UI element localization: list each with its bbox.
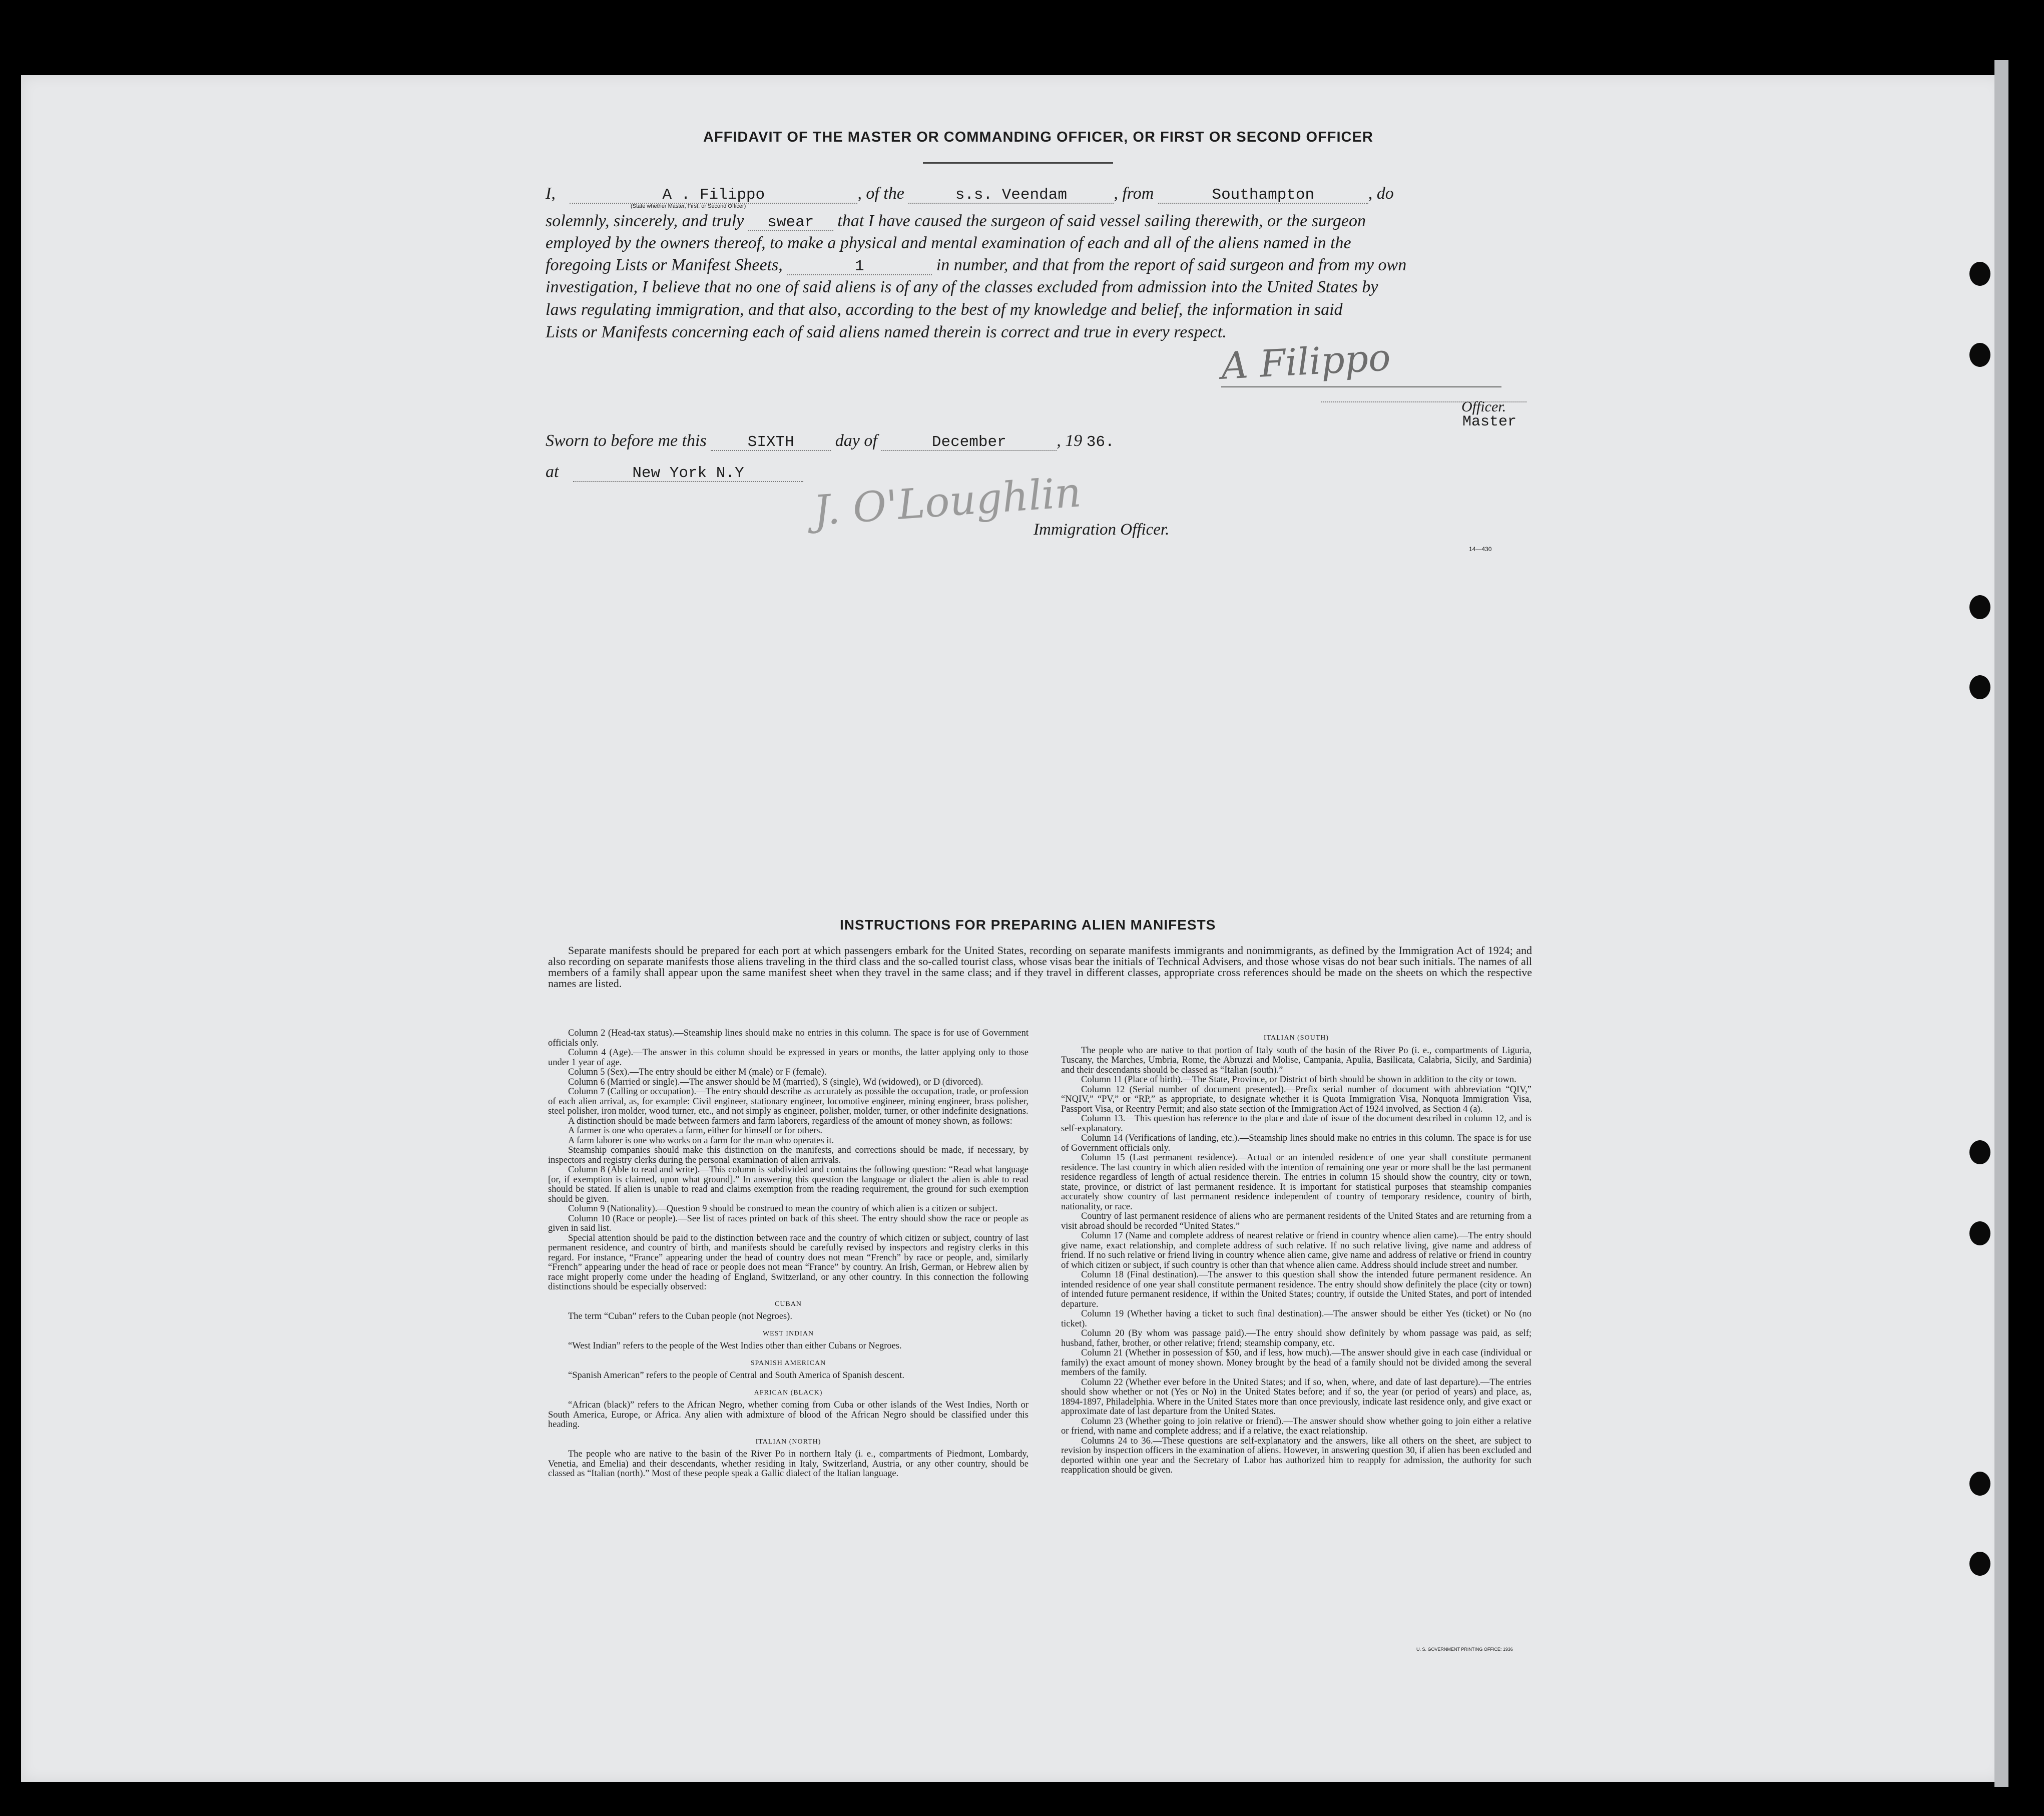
- sworn-line: Sworn to before me this SIXTH day of December , 19 36.: [546, 431, 1115, 451]
- place-line: at New York N.Y: [546, 461, 803, 483]
- immigration-officer-label: Immigration Officer.: [1034, 521, 1170, 539]
- binder-hole: [1969, 1140, 1990, 1164]
- name-note: (State whether Master, First, or Second Officer): [631, 203, 746, 209]
- signature-rule: [1221, 386, 1501, 387]
- heading-spanish-american: SPANISH AMERICAN: [750, 1359, 826, 1367]
- heading-italian-north: ITALIAN (NORTH): [755, 1438, 821, 1446]
- affidavit-line-4: foregoing Lists or Manifest Sheets, 1 in number, and that from the report of said surgeon and from my own: [546, 256, 1407, 275]
- binder-hole: [1969, 1221, 1990, 1245]
- binder-hole: [1969, 1472, 1990, 1496]
- instructions-title: INSTRUCTIONS FOR PREPARING ALIEN MANIFESTS: [840, 917, 1216, 933]
- month-field: December: [881, 435, 1057, 451]
- oath-field: swear: [748, 215, 833, 231]
- affidavit-line-1: I, A . Filippo , of the s.s. Veendam , from Southampton , do: [546, 184, 1394, 204]
- affidavit-line-6: laws regulating immigration, and that also, according to the best of my knowledge and belief, the information in said: [546, 300, 1343, 319]
- year-field: 36.: [1086, 433, 1115, 451]
- instructions-right-column: ITALIAN (SOUTH) The people who are native to that portion of Italy south of the basin of the River Po (i. e., compartments of Liguria, Tuscany, the Marches, Umbria, Rome, the Abruzzi and Molise, Campania, Apulia, Basilicata, Calabria, Sicily, and Sardinia) and their descendants should be classed as “Italian (south).” Column 11 (Place of birth).—The State, Province, or District of birth should be shown in addition to the city or town. Column 12 (Serial number of document presented).—Prefix serial number of document with abbreviation “QIV,” “NQIV,” “PV,” or “RP,” as appropriate, to designate whether it is Quota Immigration Visa, Nonquota Immigration Visa, Passport Visa, or Reentry Permit; and also state section of the Immigration Act of 1924 involved, as Section 4 (a). Column 13.—This question has reference to the place and date of issue of the document described in column 12, and is self-explanatory. Column 14 (Verifications of landing, etc.).—Steamship lines should make no entries in this column. The space is for use of Government officials only. Column 15 (Last permanent residence).—Actual or an intended residence of one year shall constitute permanent residence. The last country in which alien resided with the intention of remaining one year or more shall be the last permanent residence regardless of length of actual residence therein. The entries in column 15 should show the country, city or town, state, province, or district of last permanent residence. It is important for statistical purposes that steamship companies accurately show country of last permanent residence independent of country of temporary residence, country of birth, nationality, or race. Country of last permanent residence of aliens who are permanent residents of the United States and are returning from a visit abroad should be recorded “United States.” Column 17 (Name and complete address of nearest relative or friend in country whence alien came).—The entry should give name, exact relationship, and complete address of such relative. If no such relative living, give name and address of friend. If no such relative or friend living in country whence alien came, give name and address of relative or friend in country of which citizen or subject, if such country is other than that whence alien came. Address should include street and number. Column 18 (Final destination).—The answer to this question shall show the intended future permanent residence. An intended residence of one year shall constitute permanent residence. The entry should show definitely the place (city or town) of intended future permanent residence, if within the United States; country, if outside the United States, and port of intended departure. Column 19 (Whether having a ticket to such final destination).—The answer should be either Yes (ticket) or No (no ticket). Column 20 (By whom was passage paid).—The entry should show definitely by whom passage was paid, as self; husband, father, brother, or other relative; friend; steamship company, etc. Column 21 (Whether in possession of $50, and if less, how much).—The answer should give in each case (individual or family) the exact amount of money shown. Money brought by the head of a family should not be divided among the several members of the family. Column 22 (Whether ever before in the United States; and if so, when, where, and date of last departure).—The entries should show whether or not (Yes or No) in the United States before; and if so, the year (or period of years) and place, as, 1894-1897, Philadelphia. Where in the United States more than once previously, indicate last residence only, and give exact or approximate date of last departure from the United States. Column 23 (Whether going to join relative or friend).—The answer should show whether going to join either a relative or friend, with name and complete address; and if a relative, the exact relationship. Columns 24 to 36.—These questions are self-explanatory and the answers, like all others on the sheet, are subject to revision by inspection officers in the examination of aliens. However, in answering question 30, if alien has been excluded and deported within one year and the Secretary of Labor has authorized him to reapply for admission, the authority for such reapplication should be given.: [1061, 1034, 1531, 1475]
- place-field: New York N.Y: [573, 466, 803, 482]
- affidavit-title: AFFIDAVIT OF THE MASTER OR COMMANDING OFFICER, OR FIRST OR SECOND OFFICER: [703, 129, 1373, 145]
- binder-hole: [1969, 595, 1990, 619]
- officer-name-field: A . Filippo: [570, 188, 857, 204]
- immigration-officer-signature: J. O'Loughlin: [812, 469, 1083, 535]
- affidavit-line-5: investigation, I believe that no one of said aliens is of any of the classes excluded from admission into the United States by: [546, 278, 1378, 296]
- binder-hole: [1969, 343, 1990, 367]
- instructions-left-column: Column 2 (Head-tax status).—Steamship lines should make no entries in this column. The space is for use of Government officials only. Column 4 (Age).—The answer in this column should be expressed in years or months, the latter applying only to those under 1 year of age. Column 5 (Sex).—The entry should be either M (male) or F (female). Column 6 (Married or single).—The answer should be M (married), S (single), Wd (widowed), or D (divorced). Column 7 (Calling or occupation).—The entry should describe as accurately as possible the occupation, trade, or profession of each alien arrival, as, for example: Civil engineer, stationary engineer, locomotive engineer, mining engineer, brass polisher, steel polisher, iron molder, wood turner, etc., and not simply as engineer, polisher, molder, turner, or other indefinite designations. A distinction should be made between farmers and farm laborers, regardless of the amount of money shown, as follows: A farmer is one who operates a farm, either for himself or for others. A farm laborer is one who works on a farm for the man who operates it. Steamship companies should make this distinction on the manifests, and corrections should be made, if necessary, by inspectors and registry clerks during the personal examination of alien arrivals. Column 8 (Able to read and write).—This column is subdivided and contains the following question: “Read what language [or, if exemption is claimed, upon what ground].” In answering this question the language or dialect the alien is able to read should be stated. If alien is unable to read and claims exemption from the reading requirement, the ground for such exemption should be given. Column 9 (Nationality).—Question 9 should be construed to mean the country of which alien is a citizen or subject. Column 10 (Race or people).—See list of races printed on back of this sheet. The entry should show the race or people as given in said list. Special attention should be paid to the distinction between race and the country of which citizen or subject, country of last permanent residence, and country of birth, and manifests should be carefully revised by inspectors and registry clerks in this regard. For instance, “France” appearing under the head of country does not mean “French” by race or people, and, similarly “French” appearing under the head of race or people does not mean “France” by country. An Irish, German, or Hebrew alien by race might properly come under the heading of England, Switzerland, or any other country. In this connection the following distinctions should be especially observed: CUBAN The term “Cuban” refers to the Cuban people (not Negroes). WEST INDIAN “West Indian” refers to the people of the West Indies other than either Cubans or Negroes. SPANISH AMERICAN “Spanish American” refers to the people of Central and South America of Spanish descent. AFRICAN (BLACK) “African (black)” refers to the African Negro, whether coming from Cuba or other islands of the West Indies, North or South America, Europe, or Africa. Any alien with admixture of blood of the African Negro should be classified under this heading. ITALIAN (NORTH) The people who are native to the basin of the River Po in northern Italy (i. e., compartments of Piedmont, Lombardy, Venetia, and Emelia) and their descendants, whether residing in Italy, Switzerland, Austria, or any other country, should be classed as “Italian (north).” Most of these people speak a Gallic dialect of the Italian language.: [548, 1028, 1029, 1479]
- binder-hole: [1969, 262, 1990, 286]
- affidavit-line-3: employed by the owners thereof, to make a physical and mental examination of each and all of the aliens named in the: [546, 234, 1351, 252]
- day-field: SIXTH: [711, 435, 831, 451]
- binder-hole: [1969, 675, 1990, 699]
- form-number: 14—430: [1469, 546, 1492, 553]
- master-signature: A Filippo: [1220, 336, 1392, 388]
- sheet-count-field: 1: [787, 259, 932, 275]
- vessel-field: s.s. Veendam: [908, 188, 1114, 204]
- heading-italian-south: ITALIAN (SOUTH): [1263, 1034, 1329, 1042]
- heading-west-indian: WEST INDIAN: [762, 1329, 814, 1337]
- instructions-intro: Separate manifests should be prepared for each port at which passengers embark for the United States, recording on separate manifests immigrants and nonimmigrants, as defined by the Immigration Act of 1924; and also recording on separate manifests those aliens traveling in the third class and the so-called tourist class, whose visas bear the initials of Technical Advisers, and those whose visas do not bear such initials. The names of all members of a family shall appear upon the same manifest sheet when they travel in the same class; and if they travel in different classes, appropriate cross references should be made on the sheets on which the respective names are listed.: [548, 944, 1532, 990]
- title-rule: [923, 162, 1113, 164]
- officer-title: Master: [1462, 413, 1517, 430]
- officer-label: Officer.: [1461, 398, 1506, 415]
- affidavit-line-2: solemnly, sincerely, and truly swear that I have caused the surgeon of said vessel sailing therewith, or the surgeon: [546, 212, 1366, 231]
- binder-hole: [1969, 1552, 1990, 1576]
- heading-cuban: CUBAN: [774, 1300, 802, 1308]
- printer-imprint: U. S. GOVERNMENT PRINTING OFFICE: 1936: [1416, 1647, 1513, 1652]
- affidavit-line-7: Lists or Manifests concerning each of said aliens named therein is correct and true in every respect.: [546, 323, 1227, 341]
- port-field: Southampton: [1158, 188, 1368, 204]
- sheet-edge: [1994, 60, 2008, 1787]
- heading-african: AFRICAN (BLACK): [754, 1389, 823, 1397]
